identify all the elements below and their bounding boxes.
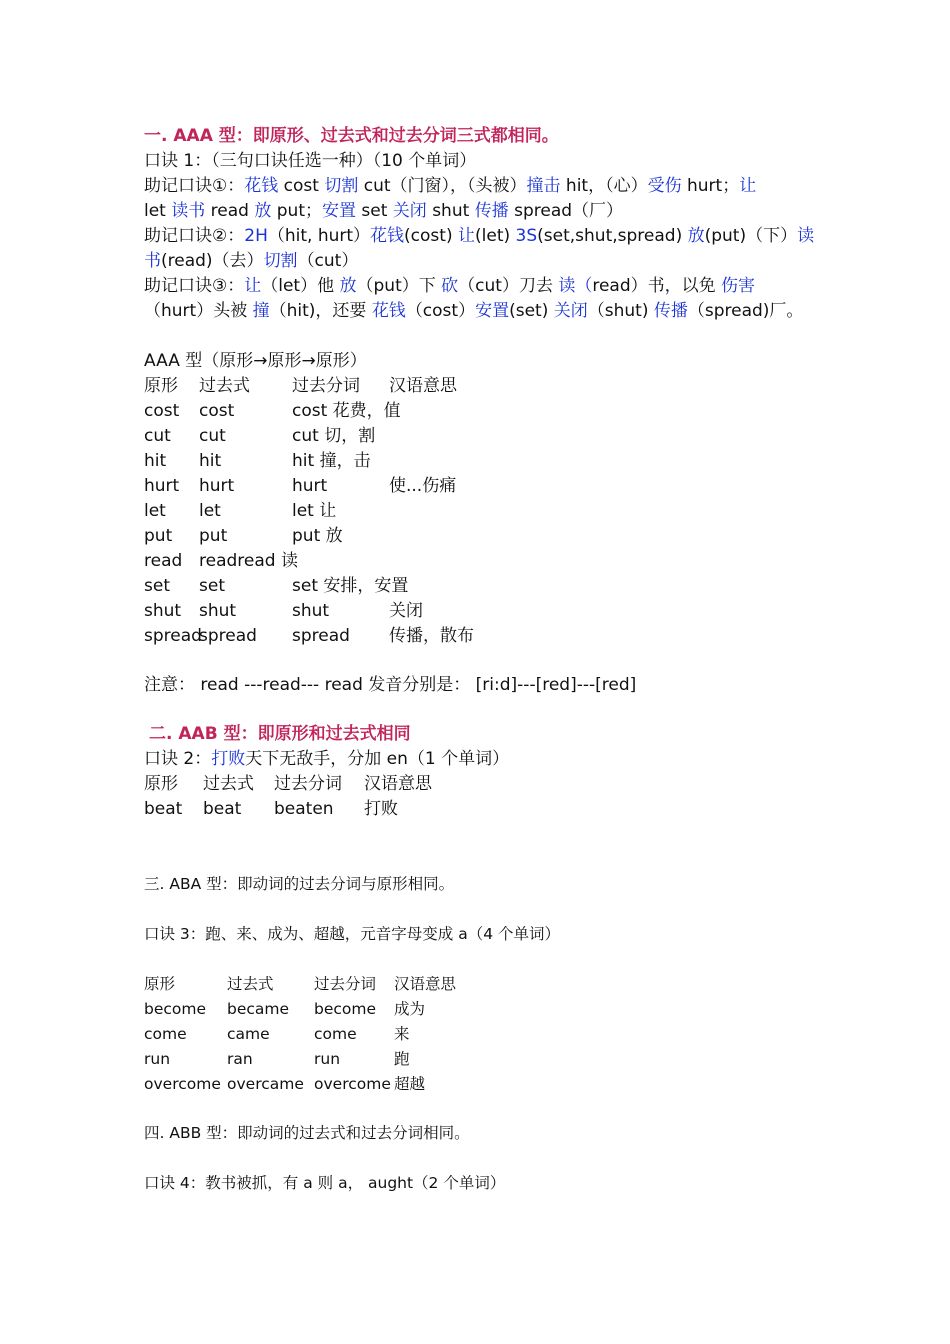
table-header-cell: 汉语意思 bbox=[394, 975, 457, 993]
table-header-cell: 原形 bbox=[144, 975, 176, 993]
highlighted-word: 读 bbox=[797, 226, 815, 246]
rhyme-3: 口诀 3：跑、来、成为、超越，元音字母变成 a（4 个单词） bbox=[144, 925, 561, 943]
text-segment: （cost） bbox=[405, 301, 476, 321]
text-segment: 天下无敌手，分加 en（1 个单词） bbox=[245, 749, 510, 769]
table-cell: hit bbox=[199, 451, 222, 471]
table-header-cell: 过去分词 bbox=[292, 376, 360, 396]
table-cell: become bbox=[144, 1000, 207, 1018]
text-segment: (set) bbox=[509, 301, 554, 321]
table-cell: spread bbox=[144, 626, 202, 646]
table-cell: let bbox=[144, 501, 166, 521]
table-cell: set bbox=[144, 576, 170, 596]
text-segment: （shut) bbox=[587, 301, 654, 321]
text-segment: （cut）刀去 bbox=[458, 276, 559, 296]
text-segment: （cut） bbox=[297, 251, 359, 271]
table-cell: beat bbox=[203, 799, 242, 819]
table-cell: ran bbox=[227, 1050, 253, 1068]
text-segment: (let) bbox=[475, 226, 516, 246]
highlighted-word: 花钱 bbox=[370, 226, 405, 246]
table-header-cell: 过去式 bbox=[203, 774, 254, 794]
highlighted-word: 花钱 bbox=[371, 301, 406, 321]
highlighted-word: 打败 bbox=[211, 749, 246, 769]
table-cell: come bbox=[314, 1025, 357, 1043]
table-cell: become bbox=[314, 1000, 377, 1018]
highlighted-word: 放 bbox=[254, 201, 272, 221]
table-cell: run bbox=[144, 1050, 171, 1068]
table-cell: overcome bbox=[314, 1075, 391, 1093]
table-cell: put 放 bbox=[292, 526, 343, 546]
pronunciation-note: 注意： read ---read--- read 发音分别是： [ri:d]---[red]---[red] bbox=[144, 675, 637, 695]
text-segment: （hurt）头被 bbox=[144, 301, 253, 321]
highlighted-word: 受伤 bbox=[647, 176, 682, 196]
table-header-cell: 原形 bbox=[144, 774, 178, 794]
highlighted-word: 安置 bbox=[475, 301, 510, 321]
highlighted-word: 花钱 bbox=[244, 176, 279, 196]
table-cell: hit 撞，击 bbox=[292, 451, 371, 471]
text-segment: set bbox=[356, 201, 393, 221]
highlighted-word: 让 bbox=[739, 176, 757, 196]
mnemonic-3-line-2 bbox=[144, 299, 803, 324]
table-cell: put bbox=[144, 526, 173, 546]
table-cell: shut bbox=[292, 601, 330, 621]
table-header-cell: 过去分词 bbox=[314, 975, 377, 993]
table-cell: beat bbox=[144, 799, 183, 819]
table-cell: read bbox=[144, 551, 183, 571]
highlighted-word: 2H bbox=[244, 226, 268, 246]
rhyme-2 bbox=[144, 747, 509, 772]
table-cell: 关闭 bbox=[389, 601, 423, 621]
table-cell: cost 花费，值 bbox=[292, 401, 401, 421]
text-segment: let bbox=[144, 201, 172, 221]
table-cell: readread 读 bbox=[199, 551, 298, 571]
text-segment: (set,shut,spread) bbox=[537, 226, 688, 246]
table-cell: 传播，散布 bbox=[389, 626, 474, 646]
text-segment: 助记口诀②： bbox=[144, 226, 245, 246]
highlighted-word: 读（ bbox=[558, 276, 593, 296]
text-segment: hit，（心） bbox=[560, 176, 648, 196]
text-segment: （let）他 bbox=[261, 276, 340, 296]
table-cell: come bbox=[144, 1025, 187, 1043]
table-cell: spread bbox=[199, 626, 257, 646]
table-cell: cost bbox=[144, 401, 180, 421]
highlighted-word: 伤害 bbox=[721, 276, 756, 296]
mnemonic-2-line-2 bbox=[144, 249, 358, 274]
rhyme-1-intro: 口诀 1：（三句口诀任选一种）（10 个单词） bbox=[144, 151, 477, 171]
highlighted-word: 书 bbox=[144, 251, 161, 271]
section-2-heading: 二. AAB 型：即原形和过去式相同 bbox=[149, 724, 411, 744]
highlighted-word: 关闭 bbox=[553, 301, 588, 321]
table-cell: 成为 bbox=[394, 1000, 426, 1018]
table-cell: shut bbox=[199, 601, 237, 621]
table-cell: cut bbox=[144, 426, 171, 446]
highlighted-word: 传播 bbox=[653, 301, 688, 321]
section-4-heading: 四. ABB 型：即动词的过去式和过去分词相同。 bbox=[144, 1124, 470, 1142]
text-segment: （put）下 bbox=[356, 276, 442, 296]
highlighted-word: 撞 bbox=[252, 301, 270, 321]
table-cell: became bbox=[227, 1000, 290, 1018]
table-header-cell: 过去分词 bbox=[274, 774, 342, 794]
text-segment: （spread)厂。 bbox=[687, 301, 804, 321]
table-cell: 使...伤痛 bbox=[389, 476, 457, 496]
table-cell: shut bbox=[144, 601, 182, 621]
mnemonic-1-line-2 bbox=[144, 199, 623, 224]
table-cell: hurt bbox=[144, 476, 180, 496]
highlighted-word: 撞击 bbox=[526, 176, 561, 196]
table-cell: cut bbox=[199, 426, 226, 446]
table-header-cell: 汉语意思 bbox=[389, 376, 457, 396]
text-segment: 助记口诀③： bbox=[144, 276, 245, 296]
mnemonic-1-line-1 bbox=[144, 174, 756, 199]
table-cell: 打败 bbox=[364, 799, 398, 819]
text-segment: 助记口诀①： bbox=[144, 176, 245, 196]
text-segment: (put)（下） bbox=[704, 226, 798, 246]
highlighted-word: 让 bbox=[244, 276, 262, 296]
aaa-table-title: AAA 型（原形→原形→原形） bbox=[144, 351, 367, 371]
highlighted-word: 放 bbox=[339, 276, 357, 296]
table-cell: 来 bbox=[394, 1025, 410, 1043]
table-cell: came bbox=[227, 1025, 270, 1043]
mnemonic-2-line-1 bbox=[144, 224, 814, 249]
section-3-heading: 三. ABA 型：即动词的过去分词与原形相同。 bbox=[144, 875, 455, 893]
text-segment: （hit)，还要 bbox=[269, 301, 372, 321]
table-cell: hurt bbox=[292, 476, 328, 496]
highlighted-word: 传播 bbox=[474, 201, 509, 221]
table-header-cell: 原形 bbox=[144, 376, 178, 396]
table-cell: 超越 bbox=[394, 1075, 426, 1093]
highlighted-word: 放 bbox=[687, 226, 705, 246]
table-cell: set 安排，安置 bbox=[292, 576, 409, 596]
table-header-cell: 过去式 bbox=[199, 376, 250, 396]
text-segment: read）书，以免 bbox=[592, 276, 722, 296]
table-cell: beaten bbox=[274, 799, 334, 819]
text-segment: (read)（去） bbox=[161, 251, 264, 271]
table-cell: let 让 bbox=[292, 501, 337, 521]
rhyme-4: 口诀 4：教书被抓，有 a 则 a， aught（2 个单词） bbox=[144, 1174, 506, 1192]
text-segment: spread（厂） bbox=[508, 201, 624, 221]
table-cell: put bbox=[199, 526, 228, 546]
highlighted-word: 让 bbox=[458, 226, 475, 246]
table-cell: run bbox=[314, 1050, 341, 1068]
table-cell: cut 切，割 bbox=[292, 426, 376, 446]
table-cell: overcome bbox=[144, 1075, 221, 1093]
text-segment: 口诀 2： bbox=[144, 749, 212, 769]
table-header-cell: 过去式 bbox=[227, 975, 274, 993]
table-cell: cost bbox=[199, 401, 235, 421]
highlighted-word: 关闭 bbox=[392, 201, 427, 221]
mnemonic-3-line-1 bbox=[144, 274, 755, 299]
table-cell: 跑 bbox=[394, 1050, 410, 1068]
section-1-heading: 一. AAA 型：即原形、过去式和过去分词三式都相同。 bbox=[144, 126, 559, 146]
text-segment: cut（门窗），（头被） bbox=[358, 176, 527, 196]
text-segment: cost bbox=[278, 176, 325, 196]
table-cell: set bbox=[199, 576, 225, 596]
table-cell: hurt bbox=[199, 476, 235, 496]
table-cell: spread bbox=[292, 626, 350, 646]
highlighted-word: 切割 bbox=[263, 251, 298, 271]
highlighted-word: 读书 bbox=[171, 201, 206, 221]
table-cell: let bbox=[199, 501, 221, 521]
text-segment: （hit, hurt） bbox=[267, 226, 371, 246]
text-segment: put； bbox=[271, 201, 322, 221]
table-cell: hit bbox=[144, 451, 167, 471]
table-header-cell: 汉语意思 bbox=[364, 774, 432, 794]
text-segment: read bbox=[205, 201, 255, 221]
highlighted-word: 安置 bbox=[322, 201, 356, 221]
text-segment: (cost) bbox=[404, 226, 458, 246]
highlighted-word: 砍 bbox=[441, 276, 459, 296]
table-cell: overcame bbox=[227, 1075, 304, 1093]
highlighted-word: 3S bbox=[515, 226, 538, 246]
text-segment: shut bbox=[426, 201, 475, 221]
highlighted-word: 切割 bbox=[324, 176, 359, 196]
text-segment: hurt； bbox=[681, 176, 740, 196]
